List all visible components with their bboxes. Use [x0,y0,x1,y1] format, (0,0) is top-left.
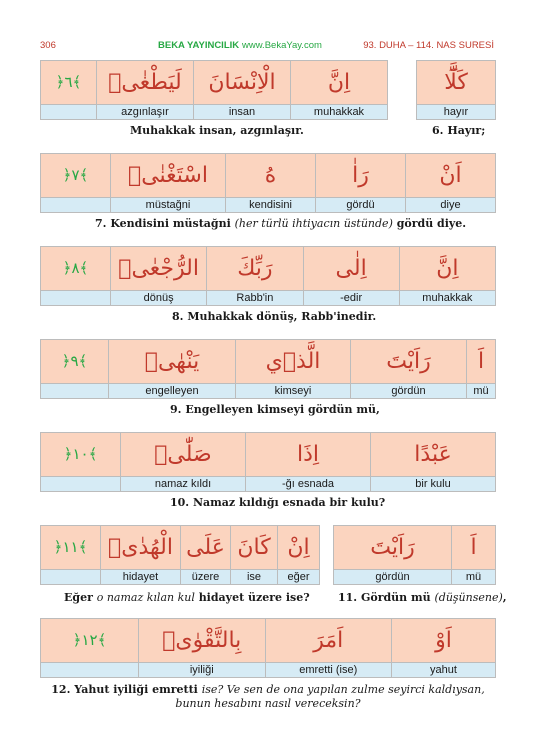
verse-number-mark: ﴿٧﴾ [41,154,111,198]
sura-range: 93. DUHA – 114. NAS SURESİ [363,40,494,51]
arabic-word: يَنْهٰىۙ [109,340,236,384]
word-meaning: diye [406,198,496,213]
word-meaning: mü [452,570,496,585]
word-meaning [41,384,109,399]
word-meaning: iyiliği [139,663,266,678]
arabic-word: الْهُدٰىۙ [101,526,181,570]
arabic-word: كَانَ [231,526,278,570]
caption-italic: o namaz kılan kul [96,591,195,604]
word-meaning: kendisini [226,198,316,213]
caption-part: Eğer [64,591,97,604]
verse-11-translation-side [338,591,507,604]
arabic-word: اَ [452,526,496,570]
word-meaning: kimseyi [236,384,351,399]
arabic-word: اِنَّ [399,247,495,291]
word-meaning: insan [194,105,291,120]
word-meaning: hidayet [101,570,181,585]
caption-part: hidayet üzere ise? [194,591,310,604]
caption-part: gördü diye. [392,217,467,230]
word-meaning [41,291,111,306]
arabic-word: رَاَيْتَ [334,526,452,570]
verse-number-mark: ﴿١٢﴾ [41,619,139,663]
word-meaning: Rabb'in [207,291,303,306]
verse-11-translation [64,591,310,604]
arabic-word: اَوْ [392,619,496,663]
word-meaning: dönüş [111,291,207,306]
verse-7-table [40,153,496,213]
word-meaning: muhakkak [399,291,495,306]
verse-number-mark: ﴿١٠﴾ [41,433,121,477]
word-meaning: muhakkak [291,105,388,120]
arabic-word: الَّذ۪ي [236,340,351,384]
verse-8-table [40,246,496,306]
word-meaning: gördü [316,198,406,213]
word-meaning [41,105,97,120]
verse-12-table [40,618,496,678]
word-meaning: yahut [392,663,496,678]
word-meaning: -edir [303,291,399,306]
arabic-word: بِالتَّقْوٰىۜ [139,619,266,663]
arabic-word: اِلٰى [303,247,399,291]
word-meaning: namaz kıldı [121,477,246,492]
caption-italic: ise? Ve sen de ona yapılan zulme seyirci kaldıysan, bunun hesabını nasıl vereceksin? [175,683,485,710]
arabic-word: اَنْ [406,154,496,198]
word-meaning: mü [467,384,496,399]
verse-9-table [40,339,496,399]
verse-6-table [40,60,388,120]
arabic-word: كَلَّٓا [417,61,496,105]
verse-number-mark: ﴿٩﴾ [41,340,109,384]
verse-8-translation: 8. Muhakkak dönüş, Rabb'inedir. [172,310,377,323]
verse-7-translation [95,217,466,230]
verse-10-translation: 10. Namaz kıldığı esnada bir kulu? [170,496,386,509]
caption-part: 12. Yahut iyiliği emretti [51,683,202,696]
word-meaning [41,198,111,213]
publisher-name: BEKA YAYINCILIK [158,40,240,51]
word-meaning: gördün [334,570,452,585]
publisher-website[interactable]: www.BekaYay.com [242,40,322,51]
word-meaning: engelleyen [109,384,236,399]
arabic-word: الْاِنْسَانَ [194,61,291,105]
verse-10-table [40,432,496,492]
word-meaning: hayır [417,105,496,120]
arabic-word: اِذَا [246,433,371,477]
arabic-word: اَ [467,340,496,384]
arabic-word: عَبْدًا [371,433,496,477]
arabic-word: اِنَّ [291,61,388,105]
caption-part: 7. Kendisini müstağni [95,217,235,230]
verse-6-translation: Muhakkak insan, azgınlaşır. [130,124,304,137]
verse-9-translation: 9. Engelleyen kimseyi gördün mü, [170,403,380,416]
arabic-word: رَاَيْتَ [351,340,467,384]
caption-part: , [502,591,507,604]
word-meaning [41,663,139,678]
caption-italic: (her türlü ihtiyacın üstünde) [234,217,393,230]
arabic-word: لَيَطْغٰىۙ [97,61,194,105]
verse-number-mark: ﴿٦﴾ [41,61,97,105]
page-number: 306 [40,40,56,51]
verse-6-side-table [416,60,496,120]
word-meaning: emretti (ise) [265,663,392,678]
word-meaning: eğer [278,570,320,585]
word-meaning: -ğı esnada [246,477,371,492]
arabic-word: اسْتَغْنٰىۜ [111,154,226,198]
word-meaning: üzere [181,570,231,585]
verse-number-mark: ﴿٨﴾ [41,247,111,291]
word-meaning: bir kulu [371,477,496,492]
word-meaning: ise [231,570,278,585]
word-meaning [41,477,121,492]
arabic-word: اِنْ [278,526,320,570]
arabic-word: اَمَرَ [265,619,392,663]
verse-number-mark: ﴿١١﴾ [41,526,101,570]
verse-11-side-table [333,525,496,585]
arabic-word: هُ [226,154,316,198]
caption-part: 11. Gördün mü [338,591,435,604]
verse-11-table [40,525,320,585]
verse-6-translation-side: 6. Hayır; [432,124,486,137]
arabic-word: صَلّٰىۜ [121,433,246,477]
word-meaning: gördün [351,384,467,399]
arabic-word: رَاٰ [316,154,406,198]
arabic-word: رَبِّكَ [207,247,303,291]
page-header [40,40,494,54]
arabic-word: عَلَى [181,526,231,570]
caption-italic: (düşünsene) [434,591,503,604]
word-meaning: müstağni [111,198,226,213]
word-meaning: azgınlaşır [97,105,194,120]
arabic-word: الرُّجْعٰىۜ [111,247,207,291]
verse-12-translation [36,683,500,711]
word-meaning [41,570,101,585]
